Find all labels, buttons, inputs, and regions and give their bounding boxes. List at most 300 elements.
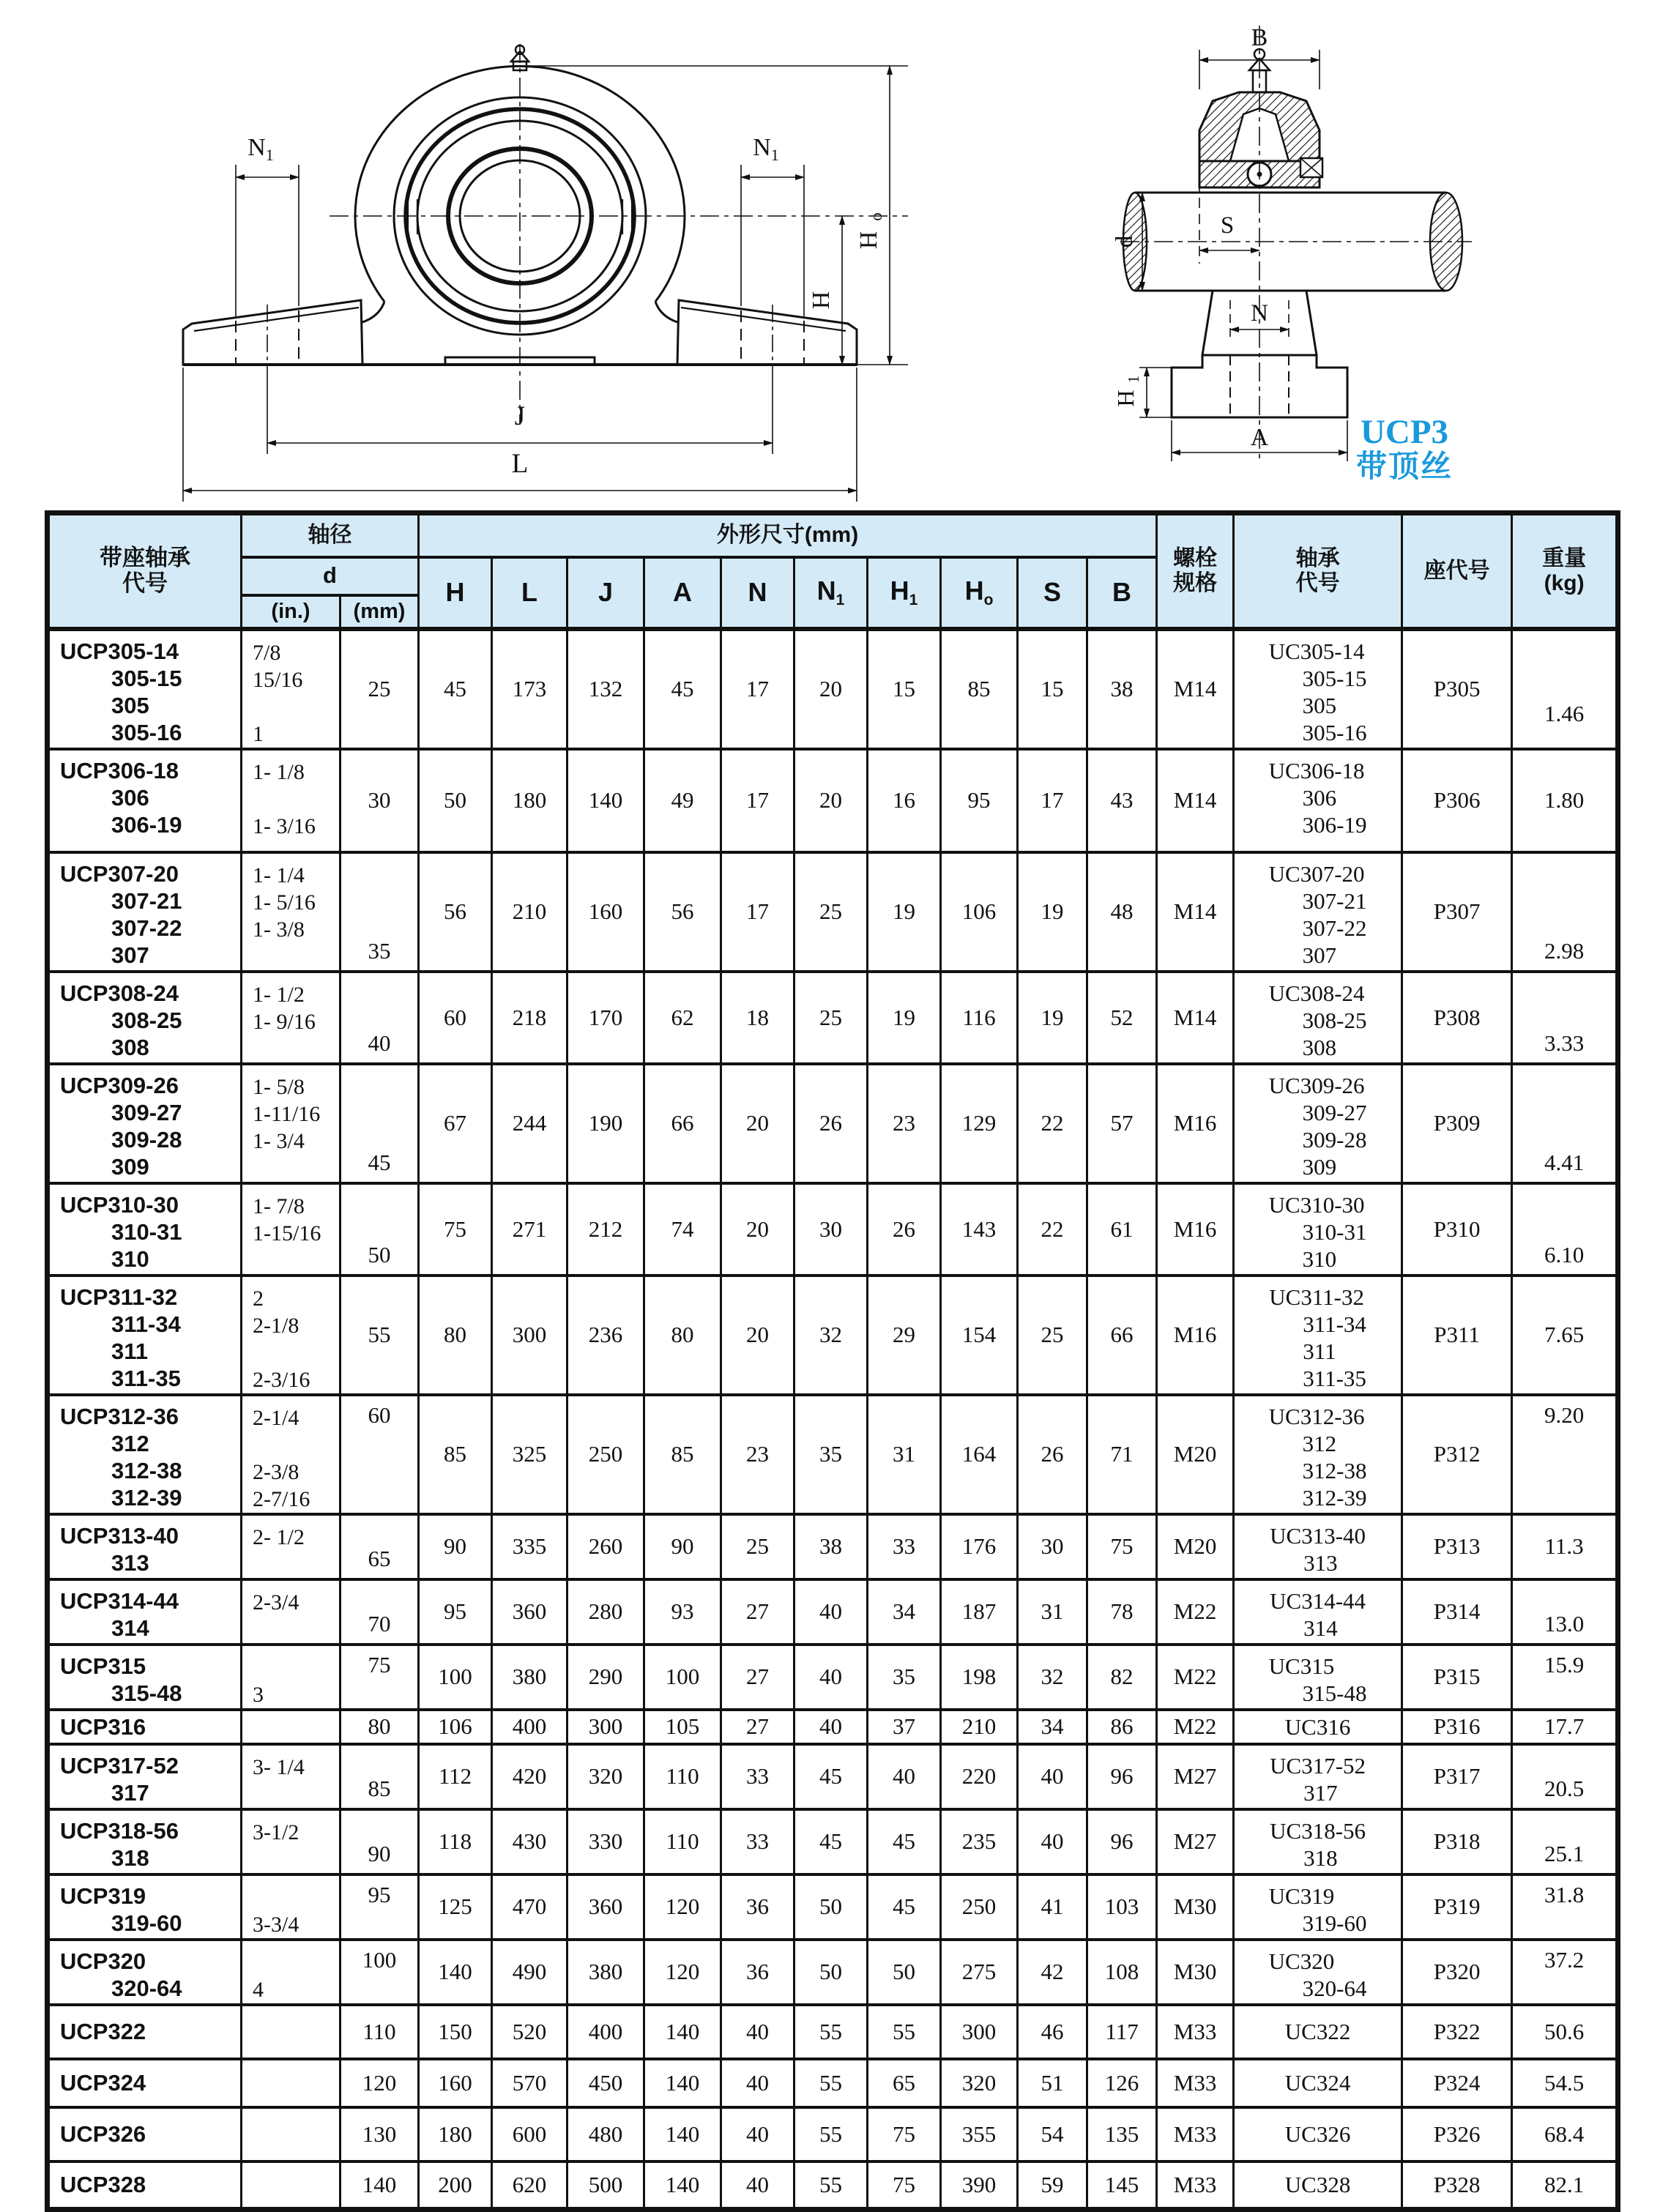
cell-dim-A: 62 (644, 972, 721, 1064)
cell-weight: 50.6 (1512, 2005, 1618, 2059)
cell-dim-N: 40 (721, 2107, 794, 2161)
cell-dim-L: 180 (492, 749, 567, 852)
cell-dim-Ho: 164 (941, 1395, 1018, 1514)
cell-weight: 25.1 (1512, 1809, 1618, 1874)
cell-dim-A: 49 (644, 749, 721, 852)
header-dim-J: J (567, 557, 644, 629)
cell-dim-J: 480 (567, 2107, 644, 2161)
cell-weight: 68.4 (1512, 2107, 1618, 2161)
cell-dim-N1: 35 (794, 1395, 868, 1514)
cell-shaft-inch: 1- 7/8 1-15/16 (242, 1183, 340, 1276)
table-row-UCP328 (48, 2161, 1618, 2210)
cell-shaft-inch: 2 2-1/8 2-3/16 (242, 1276, 340, 1395)
cell-unit-code: UCP317-52 317 (48, 1744, 242, 1809)
cell-dim-L: 271 (492, 1183, 567, 1276)
cell-bolt-spec: M20 (1157, 1395, 1234, 1514)
cell-dim-H1: 75 (868, 2107, 941, 2161)
cell-weight: 15.9 (1512, 1645, 1618, 1710)
cell-dim-S: 46 (1018, 2005, 1087, 2059)
cell-weight: 20.5 (1512, 1744, 1618, 1809)
cell-dim-J: 450 (567, 2059, 644, 2107)
cell-shaft-mm: 45 (340, 1064, 419, 1183)
cell-dim-B: 57 (1087, 1064, 1157, 1183)
cell-shaft-mm: 40 (340, 972, 419, 1064)
cell-dim-J: 140 (567, 749, 644, 852)
cell-dim-N1: 30 (794, 1183, 868, 1276)
cell-dim-Ho: 116 (941, 972, 1018, 1064)
dim-label-j: J (514, 401, 526, 431)
cell-dim-A: 140 (644, 2161, 721, 2210)
cell-dim-A: 80 (644, 1276, 721, 1395)
cell-unit-code: UCP316 (48, 1710, 242, 1744)
series-label (1346, 414, 1463, 483)
cell-dim-H1: 23 (868, 1064, 941, 1183)
cell-dim-L: 210 (492, 852, 567, 972)
cell-dim-Ho: 300 (941, 2005, 1018, 2059)
cell-bolt-spec: M33 (1157, 2059, 1234, 2107)
cell-bearing-code: UC308-24 308-25 308 (1234, 972, 1402, 1064)
cell-dim-H: 75 (419, 1183, 492, 1276)
header-dim-A: A (644, 557, 721, 629)
cell-unit-code: UCP324 (48, 2059, 242, 2107)
cell-shaft-mm: 85 (340, 1744, 419, 1809)
cell-shaft-inch: 1- 1/8 1- 3/16 (242, 749, 340, 852)
cell-unit-code: UCP308-24 308-25 308 (48, 972, 242, 1064)
cell-bearing-code: UC324 (1234, 2059, 1402, 2107)
cell-weight: 3.33 (1512, 972, 1618, 1064)
cell-dim-N: 27 (721, 1645, 794, 1710)
cell-dim-J: 280 (567, 1579, 644, 1645)
cell-dim-L: 360 (492, 1579, 567, 1645)
cell-dim-L: 400 (492, 1710, 567, 1744)
cell-bolt-spec: M22 (1157, 1579, 1234, 1645)
cell-seat-code: P315 (1402, 1645, 1512, 1710)
dim-label-n: N (1251, 300, 1268, 327)
cell-bearing-code: UC319 319-60 (1234, 1874, 1402, 1940)
cell-dim-H: 160 (419, 2059, 492, 2107)
cell-dim-B: 86 (1087, 1710, 1157, 1744)
cell-dim-H1: 15 (868, 629, 941, 749)
cell-unit-code: UCP315 315-48 (48, 1645, 242, 1710)
series-code: UCP3 (1360, 413, 1449, 451)
cell-dim-J: 212 (567, 1183, 644, 1276)
cell-unit-code: UCP306-18 306 306-19 (48, 749, 242, 852)
dim-label-ho-sub: o (867, 212, 885, 221)
cell-shaft-inch: 1- 5/8 1-11/16 1- 3/4 (242, 1064, 340, 1183)
cell-dim-Ho: 154 (941, 1276, 1018, 1395)
cell-dim-B: 96 (1087, 1809, 1157, 1874)
cell-shaft-mm: 140 (340, 2161, 419, 2210)
table-row-UCP309-26 (48, 1064, 1618, 1183)
cell-dim-N: 36 (721, 1940, 794, 2005)
cell-dim-H1: 37 (868, 1710, 941, 1744)
cell-dim-N1: 45 (794, 1809, 868, 1874)
dim-label-h: H (808, 291, 835, 310)
header-bolt-spec: 螺栓 规格 (1157, 513, 1234, 629)
cell-seat-code: P328 (1402, 2161, 1512, 2210)
cell-shaft-mm: 50 (340, 1183, 419, 1276)
header-d-inch: (in.) (242, 595, 340, 629)
cell-dim-H1: 16 (868, 749, 941, 852)
cell-shaft-mm: 35 (340, 852, 419, 972)
cell-shaft-mm: 25 (340, 629, 419, 749)
cell-dim-B: 103 (1087, 1874, 1157, 1940)
header-dim-H1: $H_1$ (868, 557, 941, 629)
cell-bearing-code: UC313-40 313 (1234, 1514, 1402, 1579)
cell-shaft-mm: 95 (340, 1874, 419, 1940)
cell-bolt-spec: M30 (1157, 1874, 1234, 1940)
cell-weight: 2.98 (1512, 852, 1618, 972)
cell-dim-J: 360 (567, 1874, 644, 1940)
cell-seat-code: P307 (1402, 852, 1512, 972)
cell-dim-A: 74 (644, 1183, 721, 1276)
cell-shaft-inch (242, 2005, 340, 2059)
cell-dim-N: 27 (721, 1710, 794, 1744)
header-dim-N1: $N_1$ (794, 557, 868, 629)
cell-unit-code: UCP309-26 309-27 309-28 309 (48, 1064, 242, 1183)
table-row-UCP316 (48, 1710, 1618, 1744)
cell-dim-Ho: 85 (941, 629, 1018, 749)
cell-unit-code: UCP314-44 314 (48, 1579, 242, 1645)
cell-dim-Ho: 355 (941, 2107, 1018, 2161)
cell-shaft-mm: 75 (340, 1645, 419, 1710)
table-row-UCP324 (48, 2059, 1618, 2107)
cell-seat-code: P312 (1402, 1395, 1512, 1514)
cell-dim-B: 75 (1087, 1514, 1157, 1579)
cell-dim-H1: 65 (868, 2059, 941, 2107)
cell-dim-S: 26 (1018, 1395, 1087, 1514)
cell-dim-H: 100 (419, 1645, 492, 1710)
cell-dim-B: 52 (1087, 972, 1157, 1064)
table-row-UCP326 (48, 2107, 1618, 2161)
cell-dim-Ho: 187 (941, 1579, 1018, 1645)
cell-dim-N1: 40 (794, 1579, 868, 1645)
cell-dim-J: 260 (567, 1514, 644, 1579)
cell-shaft-mm: 65 (340, 1514, 419, 1579)
cell-seat-code: P311 (1402, 1276, 1512, 1395)
cell-dim-L: 244 (492, 1064, 567, 1183)
header-weight: 重量 (kg) (1512, 513, 1618, 629)
cell-dim-S: 59 (1018, 2161, 1087, 2210)
cell-seat-code: P322 (1402, 2005, 1512, 2059)
cell-dim-H1: 34 (868, 1579, 941, 1645)
cell-shaft-mm: 120 (340, 2059, 419, 2107)
cell-shaft-mm: 100 (340, 1940, 419, 2005)
cell-seat-code: P317 (1402, 1744, 1512, 1809)
cell-dim-B: 66 (1087, 1276, 1157, 1395)
front-view-drawing (110, 44, 945, 513)
dim-label-n1-right: $N_1$ (753, 134, 779, 164)
table-row-UCP307-20 (48, 852, 1618, 972)
cell-dim-H1: 19 (868, 852, 941, 972)
cell-dim-H1: 55 (868, 2005, 941, 2059)
cell-dim-H1: 26 (868, 1183, 941, 1276)
cell-dim-H1: 40 (868, 1744, 941, 1809)
cell-shaft-mm: 90 (340, 1809, 419, 1874)
cell-unit-code: UCP310-30 310-31 310 (48, 1183, 242, 1276)
cell-dim-H1: 45 (868, 1874, 941, 1940)
cell-weight: 1.80 (1512, 749, 1618, 852)
cell-dim-B: 38 (1087, 629, 1157, 749)
cell-dim-J: 290 (567, 1645, 644, 1710)
series-note: 带顶丝 (1355, 449, 1453, 484)
cell-dim-L: 300 (492, 1276, 567, 1395)
cell-seat-code: P306 (1402, 749, 1512, 852)
cell-seat-code: P310 (1402, 1183, 1512, 1276)
cell-shaft-inch: 3-1/2 (242, 1809, 340, 1874)
cell-dim-H: 95 (419, 1579, 492, 1645)
header-seat-code: 座代号 (1402, 513, 1512, 629)
cell-dim-L: 520 (492, 2005, 567, 2059)
cell-dim-N: 23 (721, 1395, 794, 1514)
cell-dim-Ho: 220 (941, 1744, 1018, 1809)
cell-dim-N1: 25 (794, 972, 868, 1064)
cell-shaft-inch: 3 (242, 1645, 340, 1710)
cell-bolt-spec: M33 (1157, 2107, 1234, 2161)
cell-bolt-spec: M22 (1157, 1645, 1234, 1710)
cell-unit-code: UCP320 320-64 (48, 1940, 242, 2005)
header-dim-S: S (1018, 557, 1087, 629)
header-unit-code: 带座轴承 代号 (48, 513, 242, 629)
cell-unit-code: UCP313-40 313 (48, 1514, 242, 1579)
table-row-UCP310-30 (48, 1183, 1618, 1276)
cell-dim-S: 30 (1018, 1514, 1087, 1579)
cell-dim-J: 190 (567, 1064, 644, 1183)
dim-label-h1-sub: 1 (1125, 375, 1142, 384)
cell-seat-code: P313 (1402, 1514, 1512, 1579)
cell-seat-code: P308 (1402, 972, 1512, 1064)
cell-shaft-inch: 2-1/4 2-3/8 2-7/16 (242, 1395, 340, 1514)
cell-dim-A: 90 (644, 1514, 721, 1579)
table-row-UCP317-52 (48, 1744, 1618, 1809)
header-dim-H: H (419, 557, 492, 629)
cell-dim-N: 20 (721, 1183, 794, 1276)
cell-bearing-code: UC311-32 311-34 311 311-35 (1234, 1276, 1402, 1395)
cell-shaft-inch: 3- 1/4 (242, 1744, 340, 1809)
cell-dim-J: 170 (567, 972, 644, 1064)
cell-dim-A: 100 (644, 1645, 721, 1710)
cell-dim-H1: 29 (868, 1276, 941, 1395)
cell-dim-N1: 55 (794, 2107, 868, 2161)
cell-shaft-inch: 4 (242, 1940, 340, 2005)
cell-shaft-inch (242, 2107, 340, 2161)
cell-dim-N: 40 (721, 2161, 794, 2210)
cell-dim-A: 85 (644, 1395, 721, 1514)
table-row-UCP305-14 (48, 629, 1618, 749)
cell-dim-S: 22 (1018, 1183, 1087, 1276)
cell-dim-A: 110 (644, 1809, 721, 1874)
cell-dim-J: 250 (567, 1395, 644, 1514)
cell-dim-H: 67 (419, 1064, 492, 1183)
dim-label-n1-left: $N_1$ (247, 134, 274, 164)
cell-dim-Ho: 106 (941, 852, 1018, 972)
cell-dim-L: 420 (492, 1744, 567, 1809)
cell-dim-J: 400 (567, 2005, 644, 2059)
header-dim-N: N (721, 557, 794, 629)
cell-dim-L: 470 (492, 1874, 567, 1940)
cell-dim-A: 140 (644, 2107, 721, 2161)
cell-seat-code: P314 (1402, 1579, 1512, 1645)
cell-dim-S: 40 (1018, 1744, 1087, 1809)
table-row-UCP314-44 (48, 1579, 1618, 1645)
cell-shaft-inch: 1- 1/2 1- 9/16 (242, 972, 340, 1064)
cell-dim-Ho: 390 (941, 2161, 1018, 2210)
cell-bolt-spec: M33 (1157, 2005, 1234, 2059)
cell-weight: 1.46 (1512, 629, 1618, 749)
cell-weight: 54.5 (1512, 2059, 1618, 2107)
cell-dim-H: 90 (419, 1514, 492, 1579)
cell-shaft-mm: 55 (340, 1276, 419, 1395)
cell-dim-B: 43 (1087, 749, 1157, 852)
cell-dim-S: 15 (1018, 629, 1087, 749)
cell-dim-H1: 33 (868, 1514, 941, 1579)
dim-label-ho: H (855, 231, 882, 250)
cell-dim-B: 78 (1087, 1579, 1157, 1645)
cell-dim-Ho: 275 (941, 1940, 1018, 2005)
header-dim-B: B (1087, 557, 1157, 629)
dim-label-l: L (511, 449, 529, 479)
cell-dim-H1: 35 (868, 1645, 941, 1710)
cell-dim-N: 20 (721, 1276, 794, 1395)
cell-dim-H: 118 (419, 1809, 492, 1874)
front-view-geometry (183, 44, 908, 502)
cell-dim-H1: 31 (868, 1395, 941, 1514)
cell-dim-N: 17 (721, 629, 794, 749)
cell-dim-S: 51 (1018, 2059, 1087, 2107)
cell-dim-A: 105 (644, 1710, 721, 1744)
cell-seat-code: P318 (1402, 1809, 1512, 1874)
cell-dim-B: 108 (1087, 1940, 1157, 2005)
cell-seat-code: P309 (1402, 1064, 1512, 1183)
cell-dim-H: 80 (419, 1276, 492, 1395)
cell-dim-Ho: 95 (941, 749, 1018, 852)
cell-dim-H: 106 (419, 1710, 492, 1744)
cell-dim-S: 41 (1018, 1874, 1087, 1940)
cell-dim-L: 430 (492, 1809, 567, 1874)
cell-dim-L: 335 (492, 1514, 567, 1579)
cell-bolt-spec: M16 (1157, 1183, 1234, 1276)
table-row-UCP315 (48, 1645, 1618, 1710)
cell-dim-H: 56 (419, 852, 492, 972)
cell-dim-N: 20 (721, 1064, 794, 1183)
cell-shaft-inch: 7/8 15/16 1 (242, 629, 340, 749)
cell-dim-N: 33 (721, 1744, 794, 1809)
cell-seat-code: P305 (1402, 629, 1512, 749)
cell-bearing-code: UC315 315-48 (1234, 1645, 1402, 1710)
cell-shaft-mm: 80 (340, 1710, 419, 1744)
cell-shaft-inch: 3-3/4 (242, 1874, 340, 1940)
cell-dim-N1: 55 (794, 2059, 868, 2107)
cell-dim-L: 570 (492, 2059, 567, 2107)
cell-shaft-mm: 130 (340, 2107, 419, 2161)
cell-dim-N1: 26 (794, 1064, 868, 1183)
cell-bolt-spec: M20 (1157, 1514, 1234, 1579)
cell-dim-A: 93 (644, 1579, 721, 1645)
cell-dim-A: 120 (644, 1940, 721, 2005)
cell-dim-Ho: 129 (941, 1064, 1018, 1183)
cell-weight: 13.0 (1512, 1579, 1618, 1645)
cell-bearing-code: UC317-52 317 (1234, 1744, 1402, 1809)
table-row-UCP318-56 (48, 1809, 1618, 1874)
header-dim-L: L (492, 557, 567, 629)
cell-dim-B: 82 (1087, 1645, 1157, 1710)
cell-dim-A: 120 (644, 1874, 721, 1940)
dim-label-b: B (1251, 24, 1268, 51)
cell-dim-L: 218 (492, 972, 567, 1064)
cell-dim-H1: 19 (868, 972, 941, 1064)
cell-dim-N1: 50 (794, 1940, 868, 2005)
cell-dim-N1: 32 (794, 1276, 868, 1395)
cell-bolt-spec: M33 (1157, 2161, 1234, 2210)
header-dim-Ho: $H_o$ (941, 557, 1018, 629)
cell-unit-code: UCP307-20 307-21 307-22 307 (48, 852, 242, 972)
cell-bolt-spec: M27 (1157, 1744, 1234, 1809)
cell-bolt-spec: M16 (1157, 1276, 1234, 1395)
cell-dim-B: 71 (1087, 1395, 1157, 1514)
cell-unit-code: UCP318-56 318 (48, 1809, 242, 1874)
header-d: d (242, 557, 419, 595)
cell-shaft-mm: 60 (340, 1395, 419, 1514)
cell-shaft-mm: 70 (340, 1579, 419, 1645)
cell-dim-J: 330 (567, 1809, 644, 1874)
cell-dim-N1: 45 (794, 1744, 868, 1809)
cell-dim-Ho: 320 (941, 2059, 1018, 2107)
cell-dim-H: 200 (419, 2161, 492, 2210)
cell-weight: 6.10 (1512, 1183, 1618, 1276)
dim-label-h1: H (1112, 390, 1139, 407)
cell-bearing-code: UC312-36 312 312-38 312-39 (1234, 1395, 1402, 1514)
cell-shaft-inch (242, 1710, 340, 1744)
cell-dim-H: 60 (419, 972, 492, 1064)
cell-dim-S: 19 (1018, 972, 1087, 1064)
cell-dim-H: 180 (419, 2107, 492, 2161)
cell-bearing-code: UC318-56 318 (1234, 1809, 1402, 1874)
cell-weight: 31.8 (1512, 1874, 1618, 1940)
cell-dim-A: 56 (644, 852, 721, 972)
cell-bearing-code: UC310-30 310-31 310 (1234, 1183, 1402, 1276)
cell-dim-L: 325 (492, 1395, 567, 1514)
cell-bearing-code: UC305-14 305-15 305 305-16 (1234, 629, 1402, 749)
cell-bearing-code: UC306-18 306 306-19 (1234, 749, 1402, 852)
cell-dim-L: 600 (492, 2107, 567, 2161)
cell-dim-B: 61 (1087, 1183, 1157, 1276)
cell-dim-Ho: 210 (941, 1710, 1018, 1744)
cell-dim-H1: 75 (868, 2161, 941, 2210)
table-row-UCP320 (48, 1940, 1618, 2005)
cell-bolt-spec: M30 (1157, 1940, 1234, 2005)
cell-bolt-spec: M16 (1157, 1064, 1234, 1183)
cell-weight: 17.7 (1512, 1710, 1618, 1744)
cell-dim-A: 66 (644, 1064, 721, 1183)
cell-dim-N: 33 (721, 1809, 794, 1874)
cell-seat-code: P324 (1402, 2059, 1512, 2107)
cell-bolt-spec: M14 (1157, 972, 1234, 1064)
cell-seat-code: P326 (1402, 2107, 1512, 2161)
header-outline-dimensions: 外形尺寸(mm) (419, 513, 1157, 557)
cell-dim-L: 490 (492, 1940, 567, 2005)
cell-dim-N1: 20 (794, 629, 868, 749)
cell-dim-N: 40 (721, 2059, 794, 2107)
cell-dim-Ho: 250 (941, 1874, 1018, 1940)
cell-dim-N1: 25 (794, 852, 868, 972)
cell-weight: 82.1 (1512, 2161, 1618, 2210)
cell-dim-N1: 50 (794, 1874, 868, 1940)
cell-weight: 4.41 (1512, 1064, 1618, 1183)
cell-bolt-spec: M14 (1157, 852, 1234, 972)
cell-dim-Ho: 235 (941, 1809, 1018, 1874)
cell-bearing-code: UC326 (1234, 2107, 1402, 2161)
cell-dim-B: 135 (1087, 2107, 1157, 2161)
